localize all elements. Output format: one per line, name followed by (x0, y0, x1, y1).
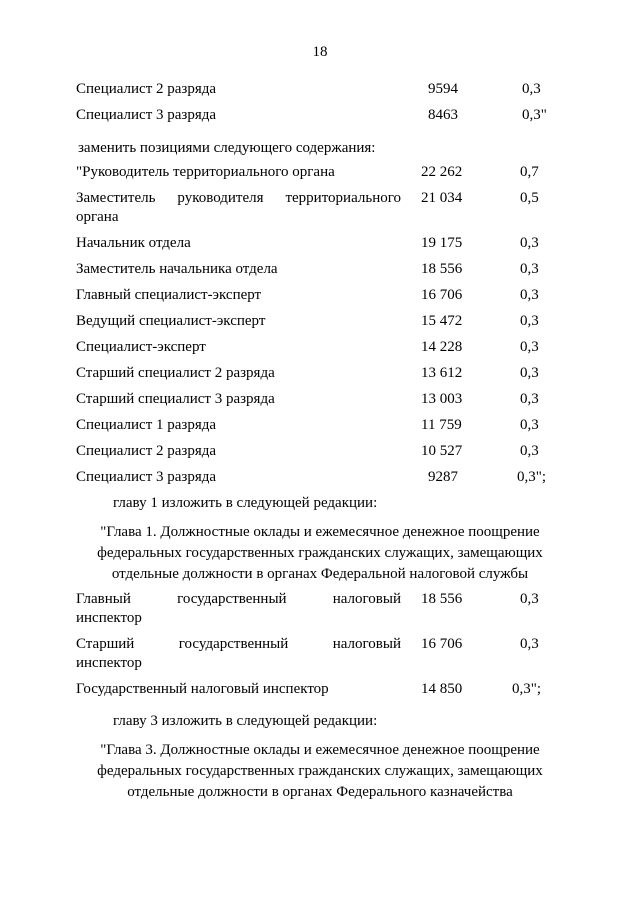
coefficient-value: 0,3 (520, 235, 539, 251)
coefficient-value: 0,3 (520, 591, 539, 607)
coefficient-value: 0,3 (522, 81, 541, 97)
chapter1-heading (70, 522, 570, 585)
coefficient-value: 0,3" (522, 107, 547, 123)
salary-value: 9594 (428, 81, 458, 97)
coefficient-value: 0,3 (520, 261, 539, 277)
position-name-line: инспектор (76, 655, 142, 671)
chapter3-heading (70, 740, 570, 803)
salary-value: 15 472 (421, 313, 463, 329)
heading-line: "Глава 3. Должностные оклады и ежемесячное денежное поощрение (100, 742, 540, 758)
position-name: Государственный налоговый инспектор (76, 681, 329, 697)
coefficient-value: 0,3 (520, 417, 539, 433)
coefficient-value: 0,3"; (512, 681, 542, 697)
position-name: Специалист 2 разряда (76, 81, 217, 97)
chapter1-intro: главу 1 изложить в следующей редакции: (113, 495, 378, 511)
salary-value: 14 850 (421, 681, 463, 697)
position-name (76, 590, 401, 628)
position-name: Ведущий специалист-эксперт (76, 313, 266, 329)
position-name: Специалист 1 разряда (76, 417, 217, 433)
coefficient-value: 0,3 (520, 365, 539, 381)
coefficient-value: 0,5 (520, 190, 539, 206)
position-name: Заместитель начальника отдела (76, 261, 278, 277)
heading-line: "Глава 1. Должностные оклады и ежемесячное денежное поощрение (100, 524, 540, 540)
coefficient-value: 0,3 (520, 636, 539, 652)
position-name: Старший специалист 2 разряда (76, 365, 275, 381)
position-name-line: Старший государственный налоговый (76, 636, 401, 652)
position-name: "Руководитель территориального органа (76, 164, 335, 180)
salary-value: 9287 (428, 469, 458, 485)
salary-value: 16 706 (421, 636, 463, 652)
chapter3-intro: главу 3 изложить в следующей редакции: (113, 713, 378, 729)
coefficient-value: 0,3"; (517, 469, 547, 485)
salary-value: 13 612 (421, 365, 463, 381)
coefficient-value: 0,3 (520, 443, 539, 459)
heading-line: отдельные должности в органах Федерального казначейства (127, 784, 513, 800)
coefficient-value: 0,3 (520, 339, 539, 355)
position-name (76, 189, 401, 227)
coefficient-value: 0,3 (520, 313, 539, 329)
position-name-line: органа (76, 209, 119, 225)
salary-value: 19 175 (421, 235, 463, 251)
position-name: Начальник отдела (76, 235, 191, 251)
page-number: 18 (312, 44, 328, 60)
salary-value: 22 262 (421, 164, 463, 180)
coefficient-value: 0,3 (520, 287, 539, 303)
salary-value: 18 556 (421, 261, 463, 277)
position-name-line: инспектор (76, 610, 142, 626)
salary-value: 18 556 (421, 591, 463, 607)
salary-value: 21 034 (421, 190, 463, 206)
position-name: Главный специалист-эксперт (76, 287, 262, 303)
position-name (76, 635, 401, 673)
position-name: Специалист-эксперт (76, 339, 206, 355)
salary-value: 13 003 (421, 391, 463, 407)
position-name: Специалист 2 разряда (76, 443, 217, 459)
replace-intro: заменить позициями следующего содержания: (78, 140, 376, 156)
coefficient-value: 0,7 (520, 164, 539, 180)
salary-value: 16 706 (421, 287, 463, 303)
position-name: Старший специалист 3 разряда (76, 391, 275, 407)
heading-line: федеральных государственных гражданских служащих, замещающих (97, 763, 543, 779)
position-name: Специалист 3 разряда (76, 469, 217, 485)
salary-value: 10 527 (421, 443, 463, 459)
position-name: Специалист 3 разряда (76, 107, 217, 123)
heading-line: отдельные должности в органах Федеральной налоговой службы (111, 566, 529, 582)
heading-line: федеральных государственных гражданских служащих, замещающих (97, 545, 543, 561)
salary-value: 11 759 (421, 417, 462, 433)
salary-value: 8463 (428, 107, 458, 123)
position-name-line: Заместитель руководителя территориального (76, 190, 401, 206)
coefficient-value: 0,3 (520, 391, 539, 407)
salary-value: 14 228 (421, 339, 463, 355)
position-name-line: Главный государственный налоговый (76, 591, 401, 607)
